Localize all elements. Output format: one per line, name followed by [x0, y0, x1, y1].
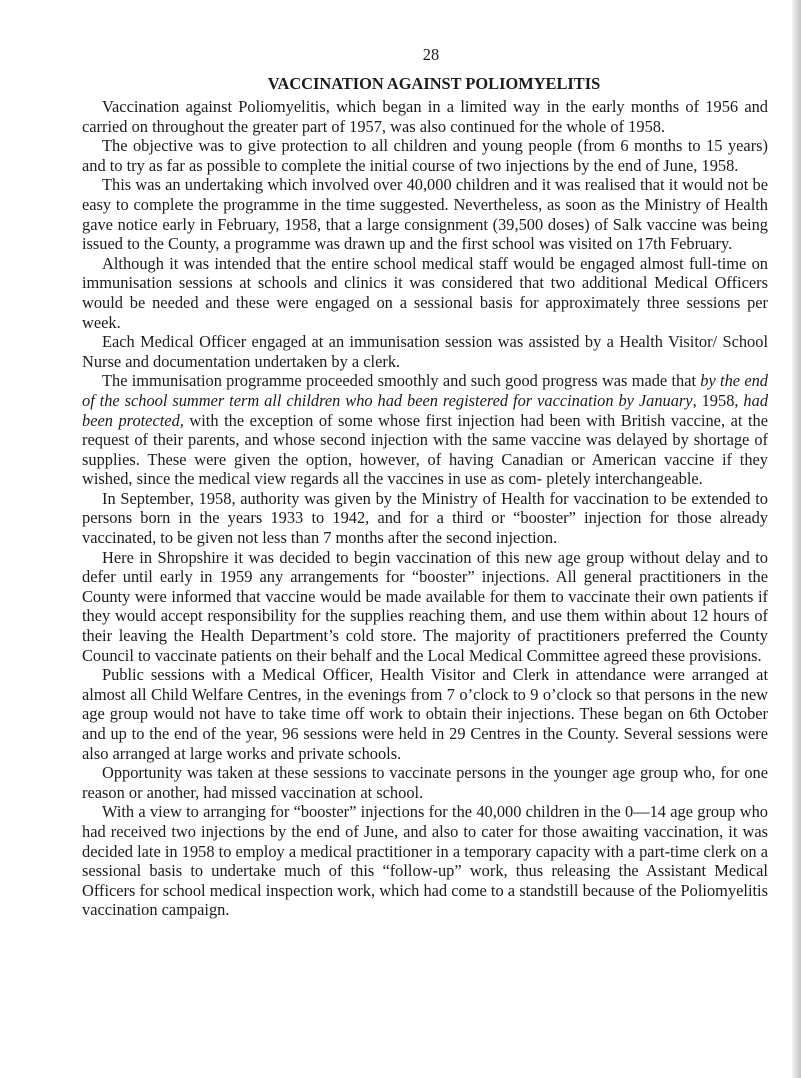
paragraph-6-part-e: with the exception of some whose first injection had been with British vaccine, at the request of their parents, and whose second injection with the same vaccine was delayed by shortage of supplies. These were given the option, however, of having Canadian or American vaccine if they wished, since the medical view regards all the vaccines in use as com- pletely interchangeable. — [82, 410, 768, 489]
paragraph-6-emphasis-b: had been protected, — [82, 390, 769, 430]
paragraph-6-part-c: , 1958, — [692, 390, 744, 410]
paragraph-6-part-a: The immunisation programme proceeded smoothly and such good progress was made that — [102, 371, 701, 391]
paragraph-6 — [82, 371, 768, 489]
paragraph-3: This was an undertaking which involved over 40,000 children and it was realised that it would not be easy to complete the programme in the time suggested. Nevertheless, as soon as the Ministry of Health gave notice early in February, 1958, that a large consignment (39,500 doses) of Salk vaccine was being issued to the County, a programme was drawn up and the first school was visited on 17th February. — [82, 175, 768, 254]
paragraph-5: Each Medical Officer engaged at an immunisation session was assisted by a Health Visitor/ School Nurse and documentation undertaken by a clerk. — [82, 332, 768, 371]
paragraph-9: Public sessions with a Medical Officer, Health Visitor and Clerk in attendance were arranged at almost all Child Welfare Centres, in the evenings from 7 o’clock to 9 o’clock so that persons in the new age group would not have to take time off work to obtain their injections. These began on 6th October and up to the end of the year, 96 sessions were held in 29 Centres in the County. Several sessions were also arranged at large works and private schools. — [82, 665, 768, 763]
paragraph-4: Although it was intended that the entire school medical staff would be engaged almost full-time on immunisation sessions at schools and clinics it was considered that two additional Medical Officers would be needed and these were engaged on a sessional basis for approximately three sessions per week. — [82, 253, 768, 332]
paragraph-10: Opportunity was taken at these sessions to vaccinate persons in the younger age group who, for one reason or another, had missed vaccination at school. — [82, 763, 768, 802]
document-page — [82, 45, 768, 920]
paragraph-1: Vaccination against Poliomyelitis, which began in a limited way in the early months of 1956 and carried on throughout the greater part of 1957, was also continued for the whole of 1958. — [82, 97, 768, 136]
paragraph-11: With a view to arranging for “booster” injections for the 40,000 children in the 0—14 age group who had received two injections by the end of June, and also to cater for those awaiting vaccination, it was decided late in 1958 to employ a medical practitioner in a temporary capacity with a part-time clerk on a sessional basis to undertake much of this “follow-up” work, thus releasing the Assistant Medical Officers for school medical inspection work, which had come to a standstill because of the Poliomyelitis vaccination campaign. — [82, 802, 768, 920]
paragraph-2: The objective was to give protection to all children and young people (from 6 months to 15 years) and to try as far as possible to complete the initial course of two injections by the end of June, 1958. — [82, 136, 768, 175]
paragraph-8: Here in Shropshire it was decided to begin vaccination of this new age group without delay and to defer until early in 1959 any arrangements for “booster” injections. All general practitioners in the County were informed that vaccine would be made available for them to vaccinate their own patients if they would accept responsibility for the supplies reaching them, and use them within about 12 hours of their leaving the Health Department’s cold store. The majority of practitioners preferred the County Council to vaccinate patients on their behalf and the Local Medical Committee agreed these provisions. — [82, 547, 768, 665]
page-title: VACCINATION AGAINST POLIOMYELITIS — [267, 74, 601, 93]
paragraph-7: In September, 1958, authority was given by the Ministry of Health for vaccination to be extended to persons born in the years 1933 to 1942, and for a third or “booster” injection for those already vaccinated, to be given not less than 7 months after the second injection. — [82, 488, 768, 548]
paragraph-6-emphasis-a: by the end of the school summer term all children who had been registered for vaccination by January — [82, 371, 768, 410]
page-edge-shadow — [792, 0, 801, 1078]
page-number: 28 — [422, 45, 440, 64]
